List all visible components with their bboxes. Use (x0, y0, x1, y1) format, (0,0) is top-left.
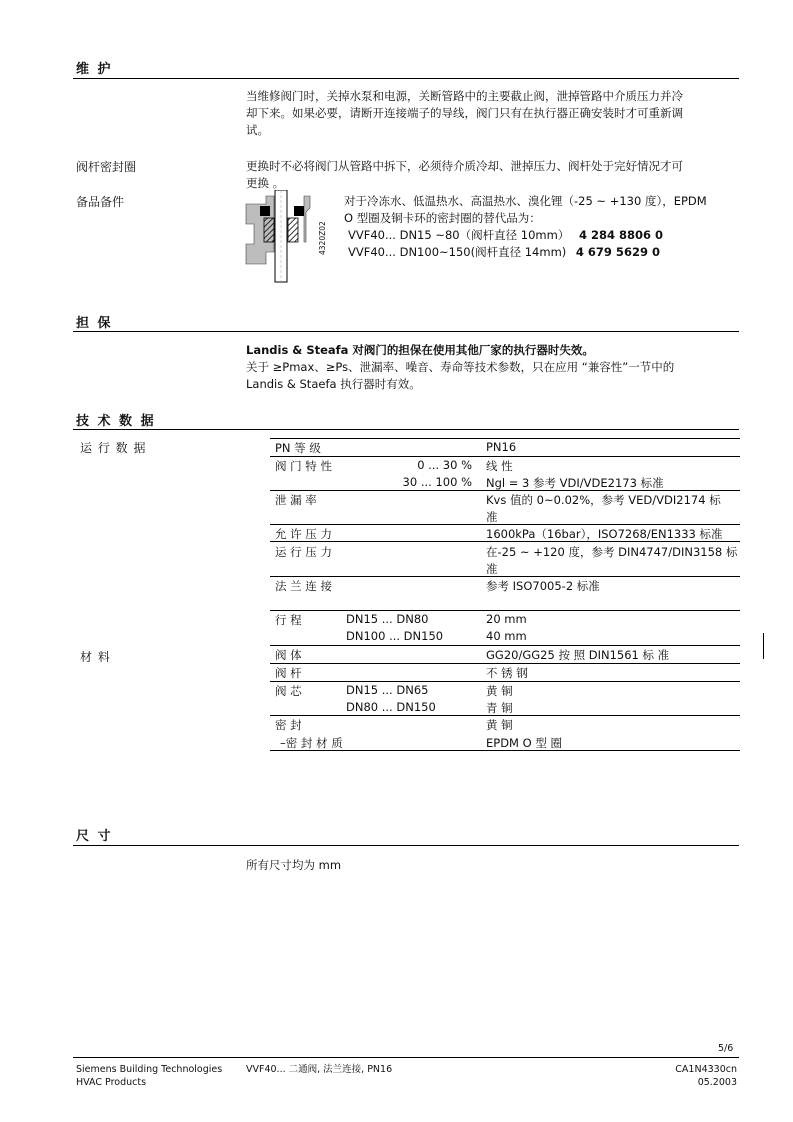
spare-part-desc: VVF40... DN15 ~80（阀杆直径 10mm） (348, 228, 570, 242)
allowed-pressure-value: 1600kPa（16bar），ISO7268/EN1333 标准 (486, 527, 723, 541)
spare-part-code: 4 679 5629 0 (575, 245, 660, 259)
text-line: O 型圈及铜卡环的密封圈的替代品为： (344, 211, 541, 225)
operating-pressure-value: 在-25 ~ +120 度，参考 DIN4747/DIN3158 标 (486, 545, 738, 559)
valve-char-label: 阀 门 特 性 (275, 459, 332, 473)
table-rule (270, 750, 740, 751)
footer-product: VVF40... 二通阀, 法兰连接, PN16 (246, 1064, 393, 1075)
flange-label: 法 兰 连 接 (275, 579, 332, 593)
warranty-text (246, 342, 741, 393)
operating-pressure-label: 运 行 压 力 (275, 545, 332, 559)
stroke-value: 40 mm (486, 629, 527, 643)
change-bar (763, 633, 764, 659)
footer-rule (73, 1057, 739, 1058)
stem-value: 不 锈 钢 (486, 666, 528, 680)
valve-char-value: 线 性 (486, 459, 513, 473)
table-rule (270, 576, 740, 577)
section-rule (73, 429, 739, 430)
plug-size: DN80 ... DN150 (346, 700, 436, 714)
division-name: HVAC Products (76, 1077, 147, 1088)
table-rule (270, 681, 740, 682)
table-rule (270, 663, 740, 664)
section-rule (73, 331, 739, 332)
text-line: 当维修阀门时，关掉水泵和电源，关断管路中的主要截止阀，泄掉管路中介质压力并冷 (246, 89, 683, 103)
leakage-label: 泄 漏 率 (275, 493, 317, 507)
seal-value: 黄 铜 (486, 718, 513, 732)
tech-heading: 技 术 数 据 (76, 414, 156, 429)
table-rule (270, 524, 740, 525)
document-id: CA1N4330cn (675, 1064, 737, 1075)
body-value: GG20/GG25 按 照 DIN1561 标 准 (486, 648, 670, 662)
allowed-pressure-label: 允 许 压 力 (275, 527, 332, 541)
seal-material-label: –密 封 材 质 (280, 736, 343, 750)
leakage-value: 准 (486, 510, 498, 524)
text-line: 更换 。 (246, 176, 285, 190)
stroke-label: 行 程 (275, 613, 302, 627)
section-rule (73, 845, 739, 846)
spare-part-item (344, 227, 744, 244)
warranty-heading: 担 保 (76, 316, 113, 331)
figure-id: 4320Z02 (318, 221, 327, 255)
spares-text (344, 193, 744, 261)
footer-company (76, 1063, 222, 1089)
company-name: Siemens Building Technologies (76, 1064, 223, 1075)
operating-pressure-value: 准 (486, 562, 498, 576)
dimensions-heading: 尺 寸 (76, 829, 113, 844)
table-rule (270, 541, 740, 542)
seal-material-value: EPDM O 型 圈 (486, 736, 562, 750)
flange-value: 参考 ISO7005-2 标准 (486, 579, 600, 593)
table-rule (270, 610, 740, 611)
table-rule (270, 438, 740, 439)
spare-part-item (344, 244, 744, 261)
stroke-size: DN100 ... DN150 (346, 629, 444, 643)
table-rule (270, 490, 740, 491)
plug-value: 黄 铜 (486, 684, 513, 698)
valve-char-range: 0 ... 30 % (417, 458, 472, 472)
valve-char-value: Ngl = 3 参考 VDI/VDE2173 标准 (486, 476, 664, 490)
dimensions-note: 所有尺寸均为 mm (246, 858, 342, 872)
stroke-size: DN15 ... DN80 (346, 612, 429, 626)
body-label: 阀 体 (275, 648, 302, 662)
table-rule (270, 715, 740, 716)
stem-label: 阀 杆 (275, 666, 302, 680)
leakage-value: Kvs 值的 0~0.02%，参考 VED/VDI2174 标 (486, 493, 721, 507)
seal-label: 密 封 (275, 718, 302, 732)
maintenance-heading: 维 护 (76, 62, 113, 77)
stem-seal-text (246, 158, 741, 192)
materials-label: 材 料 (80, 650, 111, 664)
maintenance-intro (246, 88, 741, 139)
text-line: 却下来。如果必要，请断开连接端子的导线，阀门只有在执行器正确安装时才可重新调 (246, 106, 683, 120)
text-line: 更换时不必将阀门从管路中拆下，必须待介质冷却、泄掉压力、阀杆处于完好情况才可 (246, 159, 683, 173)
spares-label: 备品备件 (76, 195, 125, 209)
table-rule (270, 456, 740, 457)
text-line: Landis & Staefa 执行器时有效。 (246, 377, 421, 391)
stroke-value: 20 mm (486, 612, 527, 626)
valve-char-range: 30 ... 100 % (402, 475, 472, 489)
text-line: Landis & Steafa 对阀门的担保在使用其他厂家的执行器时失效。 (246, 343, 594, 357)
pn-label: PN 等 级 (275, 441, 321, 455)
section-rule (73, 78, 739, 79)
plug-value: 青 铜 (486, 701, 513, 715)
spare-part-code: 4 284 8806 0 (578, 228, 663, 242)
stem-seal-label: 阀杆密封圈 (76, 160, 137, 174)
operating-data-label: 运 行 数 据 (80, 441, 147, 455)
text-line: 对于冷冻水、低温热水、高温热水、溴化锂（-25 ~ +130 度），EPDM (344, 194, 707, 208)
text-line: 关于 ≥Pmax、≥Ps、泄漏率、噪音、寿命等技术参数，只在应用 “兼容性”一节中的 (246, 360, 675, 374)
table-rule (270, 645, 740, 646)
spare-part-desc: VVF40... DN100~150(阀杆直径 14mm) (348, 245, 567, 259)
page-number: 5/6 (718, 1043, 734, 1054)
plug-label: 阀 芯 (275, 684, 302, 698)
plug-size: DN15 ... DN65 (346, 683, 429, 697)
text-line: 试。 (246, 123, 269, 137)
document-date: 05.2003 (697, 1077, 737, 1088)
pn-value: PN16 (486, 440, 517, 454)
footer-doc-info (675, 1063, 737, 1089)
